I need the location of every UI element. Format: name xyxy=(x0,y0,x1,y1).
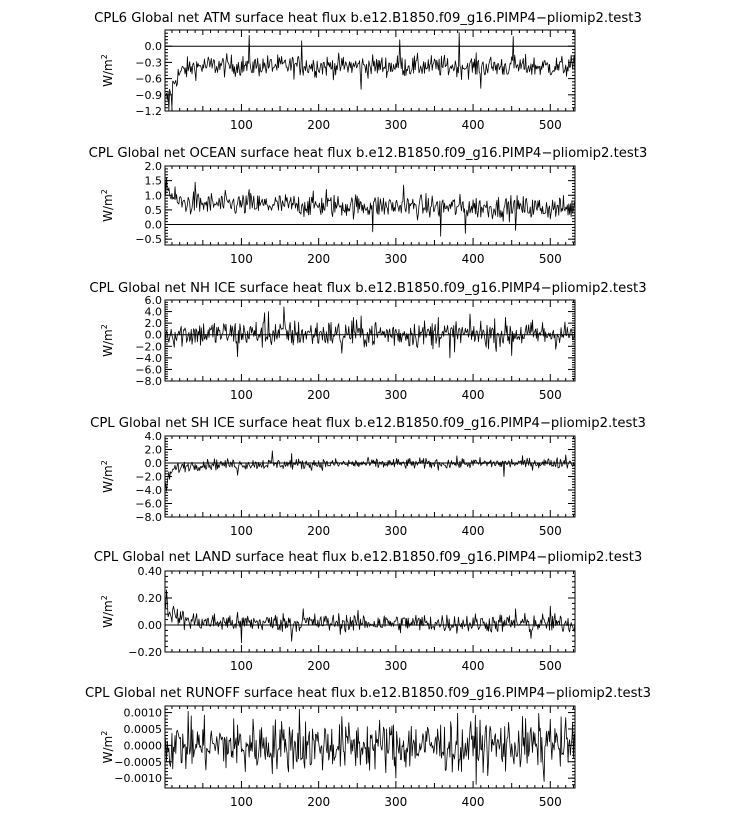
y-tick-label: 0.0 xyxy=(144,40,162,54)
y-tick-label: 0.5 xyxy=(144,203,162,217)
y-tick-label: −6.0 xyxy=(135,497,162,511)
y-tick-label: 4.0 xyxy=(144,430,162,443)
y-tick-label: −6.0 xyxy=(135,363,162,377)
y-tick-label: −0.20 xyxy=(128,646,162,659)
y-tick-label: 2.0 xyxy=(144,160,162,173)
y-tick-label: 0.0 xyxy=(144,328,162,342)
y-tick-label: 1.5 xyxy=(144,174,162,188)
chart-title: CPL Global net OCEAN surface heat flux b.e12.B1850.f09_g16.PIMP4−pliomip2.test3 xyxy=(88,146,648,161)
x-tick-label: 500 xyxy=(538,795,562,809)
x-tick-label: 100 xyxy=(229,524,253,538)
x-tick-label: 200 xyxy=(307,659,331,673)
y-axis-label: $W/m^2$ xyxy=(100,54,115,87)
x-tick-label: 100 xyxy=(229,795,253,809)
x-tick-label: 500 xyxy=(538,252,562,266)
x-tick-label: 200 xyxy=(307,252,331,266)
y-tick-label: 0.0 xyxy=(144,457,162,470)
chart-title: CPL Global net RUNOFF surface heat flux b.e12.B1850.f09_g16.PIMP4−pliomip2.test3 xyxy=(84,686,652,701)
y-tick-label: −1.2 xyxy=(135,105,162,118)
x-tick-label: 400 xyxy=(461,524,485,538)
x-tick-label: 100 xyxy=(229,118,253,132)
x-tick-label: 300 xyxy=(384,388,408,402)
y-tick-label: −4.0 xyxy=(135,351,162,365)
x-tick-label: 500 xyxy=(538,388,562,402)
y-tick-label: 0.0010 xyxy=(123,706,162,720)
y-tick-label: −0.9 xyxy=(135,88,162,102)
panel-5 xyxy=(94,550,643,673)
y-tick-label: −4.0 xyxy=(135,484,162,497)
x-tick-label: 100 xyxy=(229,659,253,673)
y-tick-label: 0.00 xyxy=(137,619,162,632)
x-tick-label: 300 xyxy=(384,795,408,809)
y-tick-label: −0.6 xyxy=(135,72,162,86)
series-line xyxy=(165,173,575,236)
y-tick-label: −2.0 xyxy=(135,340,162,354)
y-tick-label: 0.0 xyxy=(144,218,162,232)
panel-3 xyxy=(89,281,646,402)
x-tick-label: 400 xyxy=(461,659,485,673)
y-tick-label: −8.0 xyxy=(135,375,162,388)
x-tick-label: 200 xyxy=(307,118,331,132)
panel-2 xyxy=(89,146,648,266)
x-tick-label: 200 xyxy=(307,524,331,538)
x-tick-label: 400 xyxy=(461,252,485,266)
x-tick-label: 500 xyxy=(538,524,562,538)
y-tick-label: −0.0005 xyxy=(114,755,162,769)
y-tick-label: 0.40 xyxy=(137,565,162,578)
y-axis-label: $W/m^2$ xyxy=(100,189,115,222)
x-tick-label: 500 xyxy=(538,118,562,132)
y-tick-label: 2.0 xyxy=(144,317,162,331)
y-tick-label: 4.0 xyxy=(144,305,162,319)
series-line xyxy=(165,307,575,358)
chart-title: CPL Global net SH ICE surface heat flux b.e12.B1850.f09_g16.PIMP4−pliomip2.test3 xyxy=(90,416,646,431)
panel-1 xyxy=(94,11,642,132)
panel-4 xyxy=(90,416,646,538)
series-line xyxy=(165,451,575,492)
x-tick-label: 400 xyxy=(461,388,485,402)
y-tick-label: −0.3 xyxy=(135,56,162,70)
y-tick-label: −2.0 xyxy=(135,470,162,484)
chart-title: CPL Global net NH ICE surface heat flux b.e12.B1850.f09_g16.PIMP4−pliomip2.test3 xyxy=(89,281,647,296)
y-axis-label: $W/m^2$ xyxy=(100,460,115,493)
y-axis-label: $W/m^2$ xyxy=(100,730,115,764)
series-line xyxy=(165,33,575,111)
x-tick-label: 300 xyxy=(384,659,408,673)
x-tick-label: 300 xyxy=(384,118,408,132)
y-axis-label: $W/m^2$ xyxy=(100,595,115,628)
y-axis-label: $W/m^2$ xyxy=(100,324,115,357)
plot-frame xyxy=(165,571,575,652)
y-tick-label: 0.0000 xyxy=(123,739,162,753)
x-tick-label: 200 xyxy=(307,388,331,402)
series-line xyxy=(165,590,575,643)
x-tick-label: 200 xyxy=(307,795,331,809)
x-tick-label: 300 xyxy=(384,524,408,538)
y-tick-label: −0.0010 xyxy=(114,772,162,786)
y-tick-label: −0.5 xyxy=(135,233,162,247)
x-tick-label: 400 xyxy=(461,795,485,809)
x-tick-label: 500 xyxy=(538,659,562,673)
y-tick-label: 1.0 xyxy=(144,189,162,203)
panel-6 xyxy=(85,686,651,809)
x-tick-label: 100 xyxy=(229,252,253,266)
x-tick-label: 300 xyxy=(384,252,408,266)
plot-frame xyxy=(165,436,575,517)
y-tick-label: 0.20 xyxy=(137,592,162,605)
x-tick-label: 100 xyxy=(229,388,253,402)
chart-title: CPL Global net LAND surface heat flux b.e12.B1850.f09_g16.PIMP4−pliomip2.test3 xyxy=(93,550,643,565)
series-line xyxy=(165,709,575,784)
y-tick-label: 6.0 xyxy=(144,294,162,307)
x-tick-label: 400 xyxy=(461,118,485,132)
y-tick-label: −8.0 xyxy=(135,511,162,524)
chart-title: CPL6 Global net ATM surface heat flux b.e12.B1850.f09_g16.PIMP4−pliomip2.test3 xyxy=(94,11,642,26)
y-tick-label: 0.0005 xyxy=(123,722,162,736)
y-tick-label: 2.0 xyxy=(144,443,162,457)
